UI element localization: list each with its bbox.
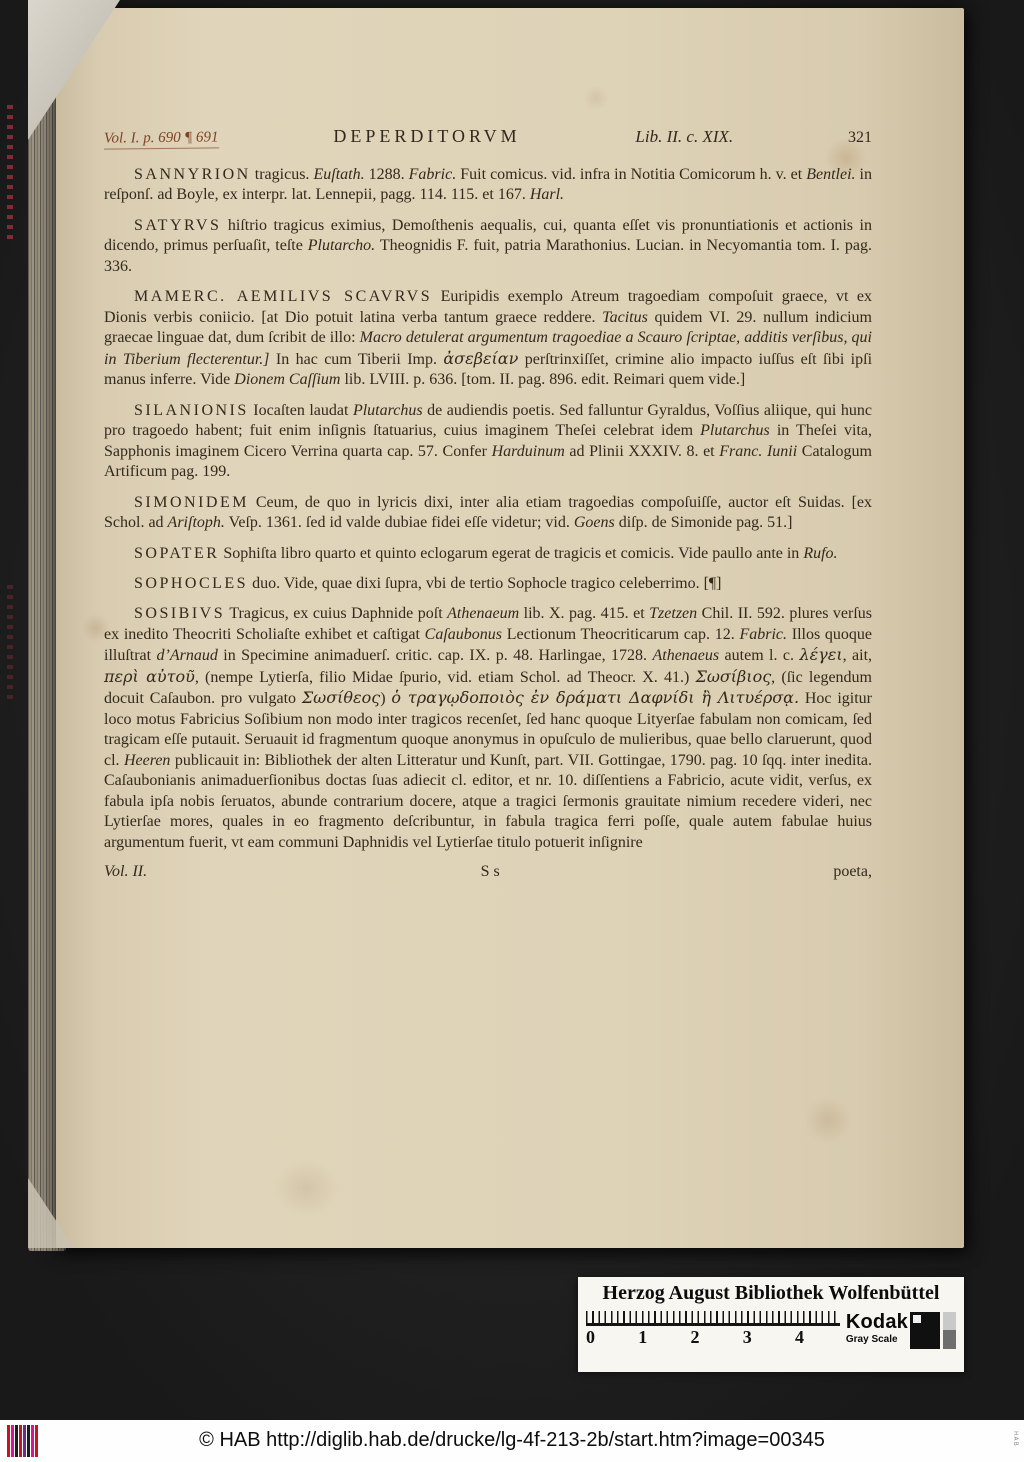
volume-note: Vol. II.: [104, 863, 148, 881]
text-run: Lectionum Theocriticarum cap. 12.: [502, 625, 740, 643]
scale-number: 0: [586, 1327, 595, 1347]
text-run: Euripidis exemplo Atreum tragoediam compoſuit graece, vt ex Dionis verbis coniicio. [at Dio potuit latina verba tantum graece reddere.: [104, 288, 872, 326]
text-run: Hoc igitur loco motus Fabricius Soſibium non modo inter tragicos recenſet, ſed hanc quoque Lityerſae fabulam non comicam, ſed tragicam eſſe putauit. Seruauit id fragmentum quoque anonymus in opuſculo de mulieribus, quae bello claruerunt, quod cl.: [104, 690, 872, 769]
catchword: poeta,: [833, 863, 872, 881]
scale-number: 2: [690, 1327, 700, 1347]
text-run: Sophiſta libro quarto et quinto eclogarum egerat de tragicis et comicis. Vide paullo ante in: [219, 544, 804, 562]
chapter-heading: Lib. II. c. XIX.: [635, 127, 734, 146]
text-run: hiſtrio tragicus eximius, Demoſthenis aequalis, cui, quanta eſſet vis pronuntiationis et actionis in dicendo, primus perſuaſit, teſte: [104, 216, 872, 255]
text-run: , (ſic legendum docuit Caſaubon. pro vulgato: [104, 668, 872, 708]
entry-headword: SOSIBIVS: [134, 605, 226, 623]
text-run: Illos quoque illuſtrat: [104, 625, 873, 665]
text-run: Harl.: [529, 186, 565, 204]
text-run: in Theſei vita, Sapphonis imaginem Cicero Verrina quarta cap. 57. Confer: [104, 422, 873, 460]
book-page: [56, 8, 964, 1248]
paragraph: [104, 544, 872, 564]
text-run: Euſtath.: [313, 166, 365, 183]
text-run: Theognidis F. fuit, patria Marathonius. Lucian. in Necyomantia tom. I. pag. 336.: [104, 237, 872, 275]
film-edge-marks: [7, 105, 13, 245]
entry-headword: SATYRVS: [134, 216, 222, 234]
paragraph: [104, 401, 872, 483]
text-run: lib. LVIII. p. 636. [tom. II. pag. 896. edit. Reimari quem vide.]: [340, 371, 746, 389]
text-run: 1288.: [364, 166, 409, 183]
text-run: ἀσεβείαν: [443, 348, 519, 368]
text-run: Athenaeum: [447, 605, 520, 623]
text-run: Athenaeus: [652, 647, 720, 665]
gray-scale-patches: [910, 1312, 956, 1349]
entry-headword: SILANIONIS: [134, 401, 249, 419]
page-number: 321: [847, 129, 872, 146]
text-run: autem l. c.: [719, 647, 800, 665]
text-run: In hac cum Tiberii Imp.: [269, 350, 444, 368]
paragraph: [104, 493, 872, 534]
scale-number: 4: [795, 1327, 804, 1347]
text-run: ὁ τραγῳδοποιὸς ἐν δράματι Δαφνίδι ἢ Λιτυέρσᾳ.: [391, 688, 800, 708]
entry-headword: SOPHOCLES: [134, 574, 249, 592]
text-run: Macro detulerat argumentum tragoediae a Scauro ſcriptae, additis verſibus, qui in Tiberium flecterentur.]: [104, 329, 872, 368]
text-run: lib. X. pag. 415. et: [519, 605, 650, 623]
text-run: Bentlei.: [806, 166, 856, 183]
text-run: Plutarchus: [352, 401, 423, 419]
text-run: Franc. Iunii: [719, 442, 798, 460]
paragraph: [104, 604, 872, 853]
film-edge-marks: [7, 585, 13, 705]
ruler-ticks: [586, 1311, 840, 1326]
library-name: Herzog August Bibliothek Wolfenbüttel: [602, 1282, 940, 1304]
credit-line: © HAB http://diglib.hab.de/drucke/lg-4f-213-2b/start.htm?image=00345: [199, 1429, 825, 1451]
text-run: Plutarcho.: [307, 237, 376, 255]
text-run: diſp. de Simonide pag. 51.]: [614, 514, 793, 532]
signature-mark: S s: [480, 863, 500, 881]
text-run: Rufo.: [803, 544, 838, 562]
text-run: ad Plinii XXXIV. 8. et: [564, 442, 720, 460]
text-run: Dionem Caſſium: [234, 371, 341, 389]
text-run: , (nempe Lytierſa, filio Midae ſpurio, vid. etiam Schol. ad Theocr. X. 41.): [194, 668, 696, 686]
ruler-numbers: [586, 1327, 804, 1348]
text-run: publicauit in: Bibliothek der alten Litteratur und Kunſt, part. VII. Gottingae, 1790. pag. 10 ſqq. inter inedita. Caſaubonianis animaduerſionibus doctas ſuas adiecit cl. editor, et nr. 10. diſſentiens a Fabricio, acute vidit, verſus, ex fabula ipſa nobis ſeruatos, abunde contrarium docere, atque a tragici ſermonis grauitate nimium recedere videri, nec Lytierſae mores, quales in eo fragmento deſcribuntur, in fabula tragica ferri poſſe, quale autem fabulae huius argumentum fuerit, vt eam communi Daphnidis vel Lytierſae titulo potuerit inſignire: [104, 751, 873, 851]
paragraph: [104, 165, 872, 206]
text-run: Fuit comicus. vid. infra in Notitia Comicorum h. v. et: [456, 166, 807, 183]
text-block: [104, 165, 872, 853]
text-run: Tacitus: [602, 308, 648, 326]
text-run: Harduinum: [491, 442, 565, 460]
micro-mark: HAB: [1012, 1431, 1019, 1447]
kodak-logo-text: Kodak: [845, 1311, 908, 1333]
text-run: Heeren: [123, 751, 171, 769]
page-header: [104, 126, 872, 149]
text-run: περὶ αὐτοῦ: [104, 666, 195, 686]
text-run: Tzetzen: [649, 605, 698, 623]
text-run: , ait,: [842, 647, 873, 665]
text-run: Σωσίθεος: [301, 688, 381, 708]
scale-number: 3: [742, 1327, 752, 1347]
paragraph: [104, 287, 872, 390]
signature-line: [104, 863, 872, 881]
text-run: Ceum, de quo in lyricis dixi, inter alia etiam tragoedias compoſuiſſe, auctor eſt Suidas. [ex Schol. ad: [104, 493, 872, 532]
text-run: Ariſtoph.: [167, 514, 225, 532]
text-run: Catalogum Artificum pag. 199.: [104, 442, 872, 481]
text-run: duo. Vide, quae dixi ſupra, vbi de tertio Sophocle tragico celeberrimo. [¶]: [248, 574, 722, 592]
text-run: Goens: [573, 514, 615, 532]
entry-headword: SANNYRION: [134, 166, 251, 183]
text-run: perſtrinxiſſet, crimine alio impacto iuſſus eſt ſibi ipſi manus inferre. Vide: [104, 350, 873, 389]
text-run: in Specimine animaduerſ. critic. cap. IX. p. 48. Harlingae, 1728.: [217, 647, 653, 665]
handwritten-annotation: Vol. I. p. 690 ¶ 691: [104, 129, 219, 149]
running-title: DEPERDITORVM: [333, 126, 521, 146]
gray-patch: [943, 1312, 956, 1349]
text-run: Σωσίβιος: [695, 666, 772, 686]
text-run: λέγει: [799, 645, 843, 665]
text-run: Chil. II. 592. plures verſus ex inedito Theocriti Scholiaſte exhibet et caſtigat: [104, 605, 873, 643]
paragraph: [104, 216, 872, 277]
text-run: tragicus.: [250, 166, 314, 183]
entry-headword: SOPATER: [134, 544, 220, 562]
entry-headword: MAMERC. AEMILIVS SCAVRVS: [134, 288, 433, 306]
text-run: Veſp. 1361. ſed id valde dubiae fidei eſſe videtur; vid.: [224, 514, 574, 532]
library-label: [578, 1277, 964, 1372]
text-run: ): [380, 690, 392, 708]
text-run: Tragicus, ex cuius Daphnide poſt: [225, 605, 448, 623]
scale-number: 1: [638, 1327, 648, 1347]
text-run: Iocaſten laudat: [248, 401, 353, 419]
text-run: in reſponſ. ad Boyle, ex interpr. lat. Lennepii, pagg. 114. 115. et 167.: [104, 166, 872, 204]
text-run: quidem VI. 29. nullum indicium graecae linguae dat, dum ſcribit de illo:: [104, 308, 872, 347]
text-run: d’Arnaud: [156, 647, 218, 665]
paragraph: [104, 574, 872, 594]
entry-headword: SIMONIDEM: [134, 493, 249, 511]
text-run: de audiendis poetis. Sed falluntur Gyraldus, Voſſius aliique, qui hunc pro tragoedo habent; fuit enim inſignis ſtatuarius, cuius imaginem Theſei celebrat idem: [104, 401, 872, 440]
kodak-brand: [846, 1311, 908, 1345]
text-run: Fabric.: [408, 166, 457, 183]
gray-scale-label: Gray Scale: [845, 1334, 898, 1345]
gray-scale-row: [586, 1311, 956, 1349]
measuring-scale: [586, 1311, 840, 1348]
black-patch: [910, 1312, 940, 1349]
footer-bar: [0, 1420, 1024, 1462]
text-run: Caſaubonus: [424, 625, 502, 643]
text-run: Plutarchus: [700, 422, 770, 440]
text-run: Fabric.: [739, 625, 788, 643]
